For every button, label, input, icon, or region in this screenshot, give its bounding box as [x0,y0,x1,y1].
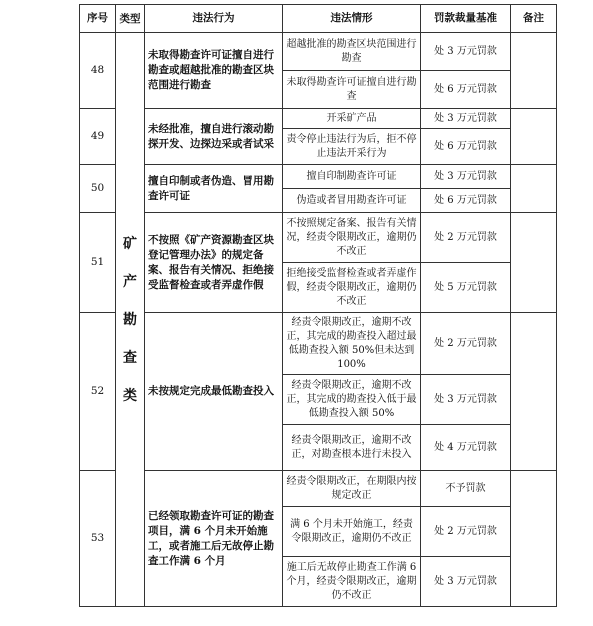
table-row [80,33,557,71]
violation-act: 不按照《矿产资源勘查区块登记管理办法》的规定备案、报告有关情况、拒绝接受监督检查或者弄虚作假 [145,213,283,313]
violation-situation: 责令停止违法行为后，拒不停止违法开采行为 [283,129,421,165]
violation-situation: 施工后无故停止勘查工作满 6 个月，经责令限期改正，逾期仍不改正 [283,557,421,607]
violation-situation: 开采矿产品 [283,109,421,129]
violation-situation: 经责令限期改正，逾期不改正，对勘查根本进行未投入 [283,425,421,471]
table-row [80,471,557,507]
penalty-amount: 处 4 万元罚款 [421,425,511,471]
violation-situation: 经责令限期改正，逾期不改正，其完成的勘查投入超过最低勘查投入额 50%但未达到 100% [283,313,421,375]
penalty-amount: 处 3 万元罚款 [421,375,511,425]
table-row [80,213,557,263]
violation-situation: 未取得勘查许可证擅自进行勘查 [283,71,421,109]
violation-situation: 拒绝接受监督检查或者弄虚作假，经责令限期改正，逾期仍不改正 [283,263,421,313]
violation-act: 擅自印制或者伪造、冒用勘查许可证 [145,165,283,213]
penalty-amount: 处 6 万元罚款 [421,71,511,109]
remark-cell [511,213,557,313]
header-no: 序号 [80,5,116,33]
penalty-amount: 处 2 万元罚款 [421,213,511,263]
header-act: 违法行为 [145,5,283,33]
table-row [80,165,557,189]
violation-situation: 满 6 个月未开始施工，经责令限期改正，逾期仍不改正 [283,507,421,557]
header-type: 类型 [116,5,145,33]
row-number: 52 [80,313,116,471]
remark-cell [511,165,557,213]
penalty-amount: 处 3 万元罚款 [421,109,511,129]
penalty-amount: 处 5 万元罚款 [421,263,511,313]
violation-situation: 经责令限期改正，逾期不改正，其完成的勘查投入低于最低勘查投入额 50% [283,375,421,425]
row-number: 50 [80,165,116,213]
violation-situation: 擅自印制勘查许可证 [283,165,421,189]
table-row [80,313,557,375]
table-header-row [80,5,557,33]
violation-situation: 不按照规定备案、报告有关情况，经责令限期改正，逾期仍不改正 [283,213,421,263]
penalty-amount: 处 2 万元罚款 [421,507,511,557]
penalty-amount: 处 3 万元罚款 [421,557,511,607]
table-row [80,109,557,129]
penalty-amount: 处 6 万元罚款 [421,189,511,213]
violation-act: 未按规定完成最低勘查投入 [145,313,283,471]
remark-cell [511,109,557,165]
violation-act: 未取得勘查许可证擅自进行勘查或超越批准的勘查区块范围进行勘查 [145,33,283,109]
violation-situation: 超越批准的勘查区块范围进行勘查 [283,33,421,71]
header-situation: 违法情形 [283,5,421,33]
penalty-amount: 不予罚款 [421,471,511,507]
category-label: 矿 产 勘 查 类 [123,235,137,404]
penalty-amount: 处 2 万元罚款 [421,313,511,375]
penalty-table [79,4,557,607]
penalty-amount: 处 6 万元罚款 [421,129,511,165]
row-number: 51 [80,213,116,313]
remark-cell [511,313,557,471]
header-remark: 备注 [511,5,557,33]
remark-cell [511,33,557,109]
penalty-table-page [79,4,556,621]
remark-cell [511,471,557,607]
penalty-amount: 处 3 万元罚款 [421,33,511,71]
violation-situation: 经责令限期改正，在期限内按规定改正 [283,471,421,507]
header-penalty: 罚款裁量基准 [421,5,511,33]
row-number: 53 [80,471,116,607]
category-cell [116,33,145,607]
row-number: 49 [80,109,116,165]
violation-situation: 伪造或者冒用勘查许可证 [283,189,421,213]
violation-act: 未经批准，擅自进行滚动勘探开发、边探边采或者试采 [145,109,283,165]
row-number: 48 [80,33,116,109]
penalty-amount: 处 3 万元罚款 [421,165,511,189]
violation-act: 已经领取勘查许可证的勘查项目，满 6 个月未开始施工，或者施工后无故停止勘查工作满 6 个月 [145,471,283,607]
